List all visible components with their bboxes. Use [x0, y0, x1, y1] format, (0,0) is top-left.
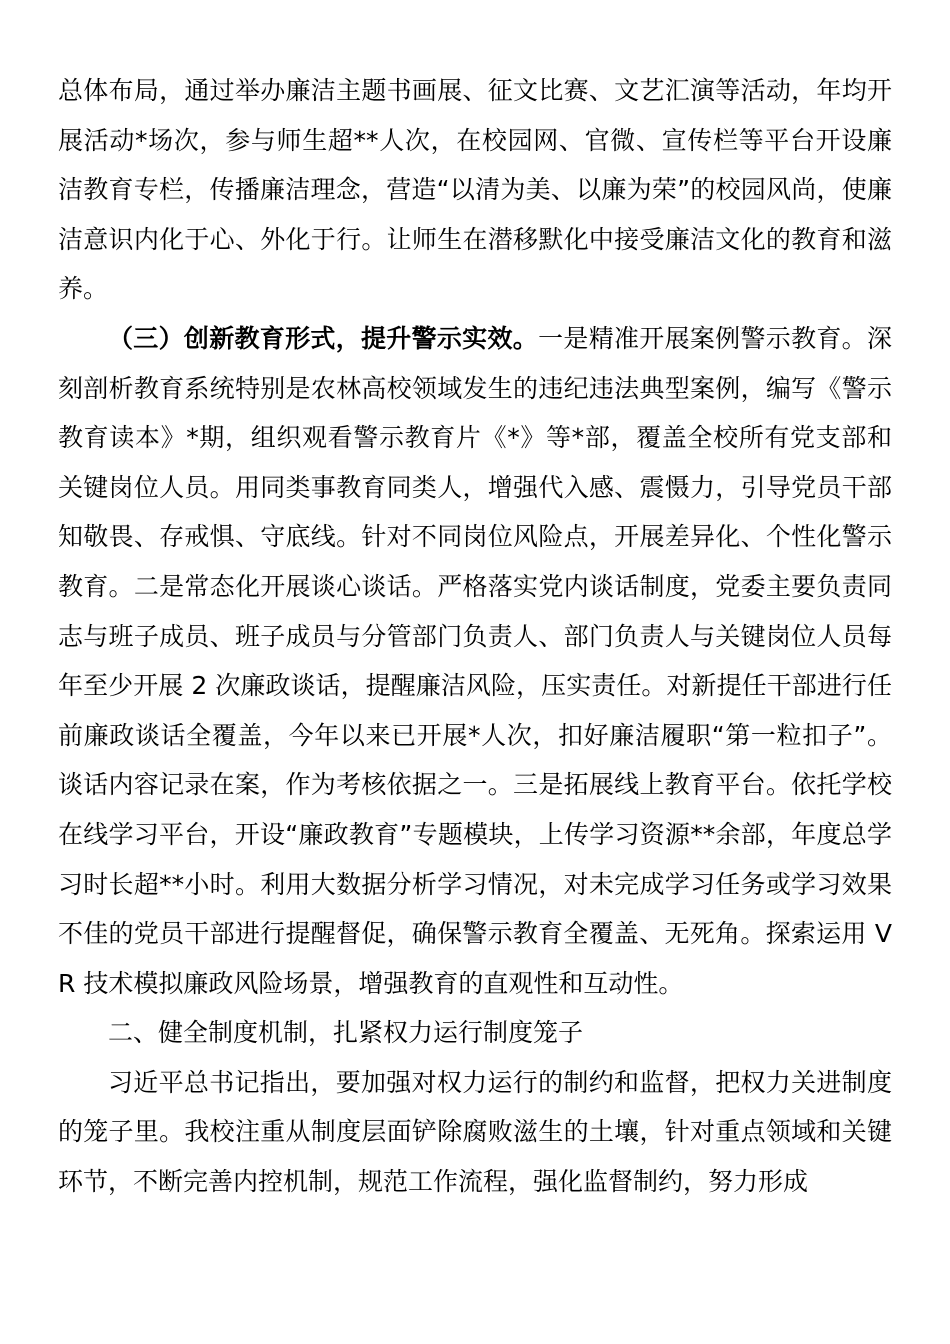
document-body — [58, 66, 892, 1207]
paragraph-institution-building: 习近平总书记指出，要加强对权力运行的制约和监督，把权力关进制度的笼子里。我校注重从制度层面铲除腐败滋生的土壤，针对重点领域和关键环节，不断完善内控机制，规范工作流程，强化监督制约，努力形成 — [58, 1067, 892, 1197]
section-heading-2: 二、健全制度机制，扎紧权力运行制度笼子 — [108, 1018, 584, 1048]
paragraph-warning-education-body: 一是精准开展案例警示教育。深刻剖析教育系统特别是农林高校领域发生的违纪违法典型案例，编写《警示教育读本》*期，组织观看警示教育片《*》等*部，覆盖全校所有党支部和关键岗位人员。用同类事教育同类人，增强代入感、震慑力，引导党员干部知敬畏、存戒惧、守底线。针对不同岗位风险点，开展差异化、个性化警示教育。二是常态化开展谈心谈话。严格落实党内谈话制度，党委主要负责同志与班子成员、班子成员与分管部门负责人、部门负责人与关键岗位人员每年至少开展 2 次廉政谈话，提醒廉洁风险，压实责任。对新提任干部进行任前廉政谈话全覆盖，今年以来已开展*人次，扣好廉洁履职“第一粒扣子”。谈话内容记录在案，作为考核依据之一。三是拓展线上教育平台。依托学校在线学习平台，开设“廉政教育”专题模块，上传学习资源**余部，年度总学习时长超**小时。利用大数据分析学习情况，对未完成学习任务或学习效果不佳的党员干部进行提醒督促，确保警示教育全覆盖、无死角。探索运用 VR 技术模拟廉政风险场景，增强教育的直观性和互动性。 — [58, 323, 892, 998]
paragraph-warning-education — [58, 314, 892, 1008]
paragraph-campus-culture: 总体布局，通过举办廉洁主题书画展、征文比赛、文艺汇演等活动，年均开展活动*场次，参与师生超**人次，在校园网、官微、宣传栏等平台开设廉洁教育专栏，传播廉洁理念，营造“以清为美、以廉为荣”的校园风尚，使廉洁意识内化于心、外化于行。让师生在潜移默化中接受廉洁文化的教育和滋养。 — [58, 76, 892, 304]
subsection-heading-3: （三）创新教育形式，提升警示实效。 — [108, 323, 539, 353]
